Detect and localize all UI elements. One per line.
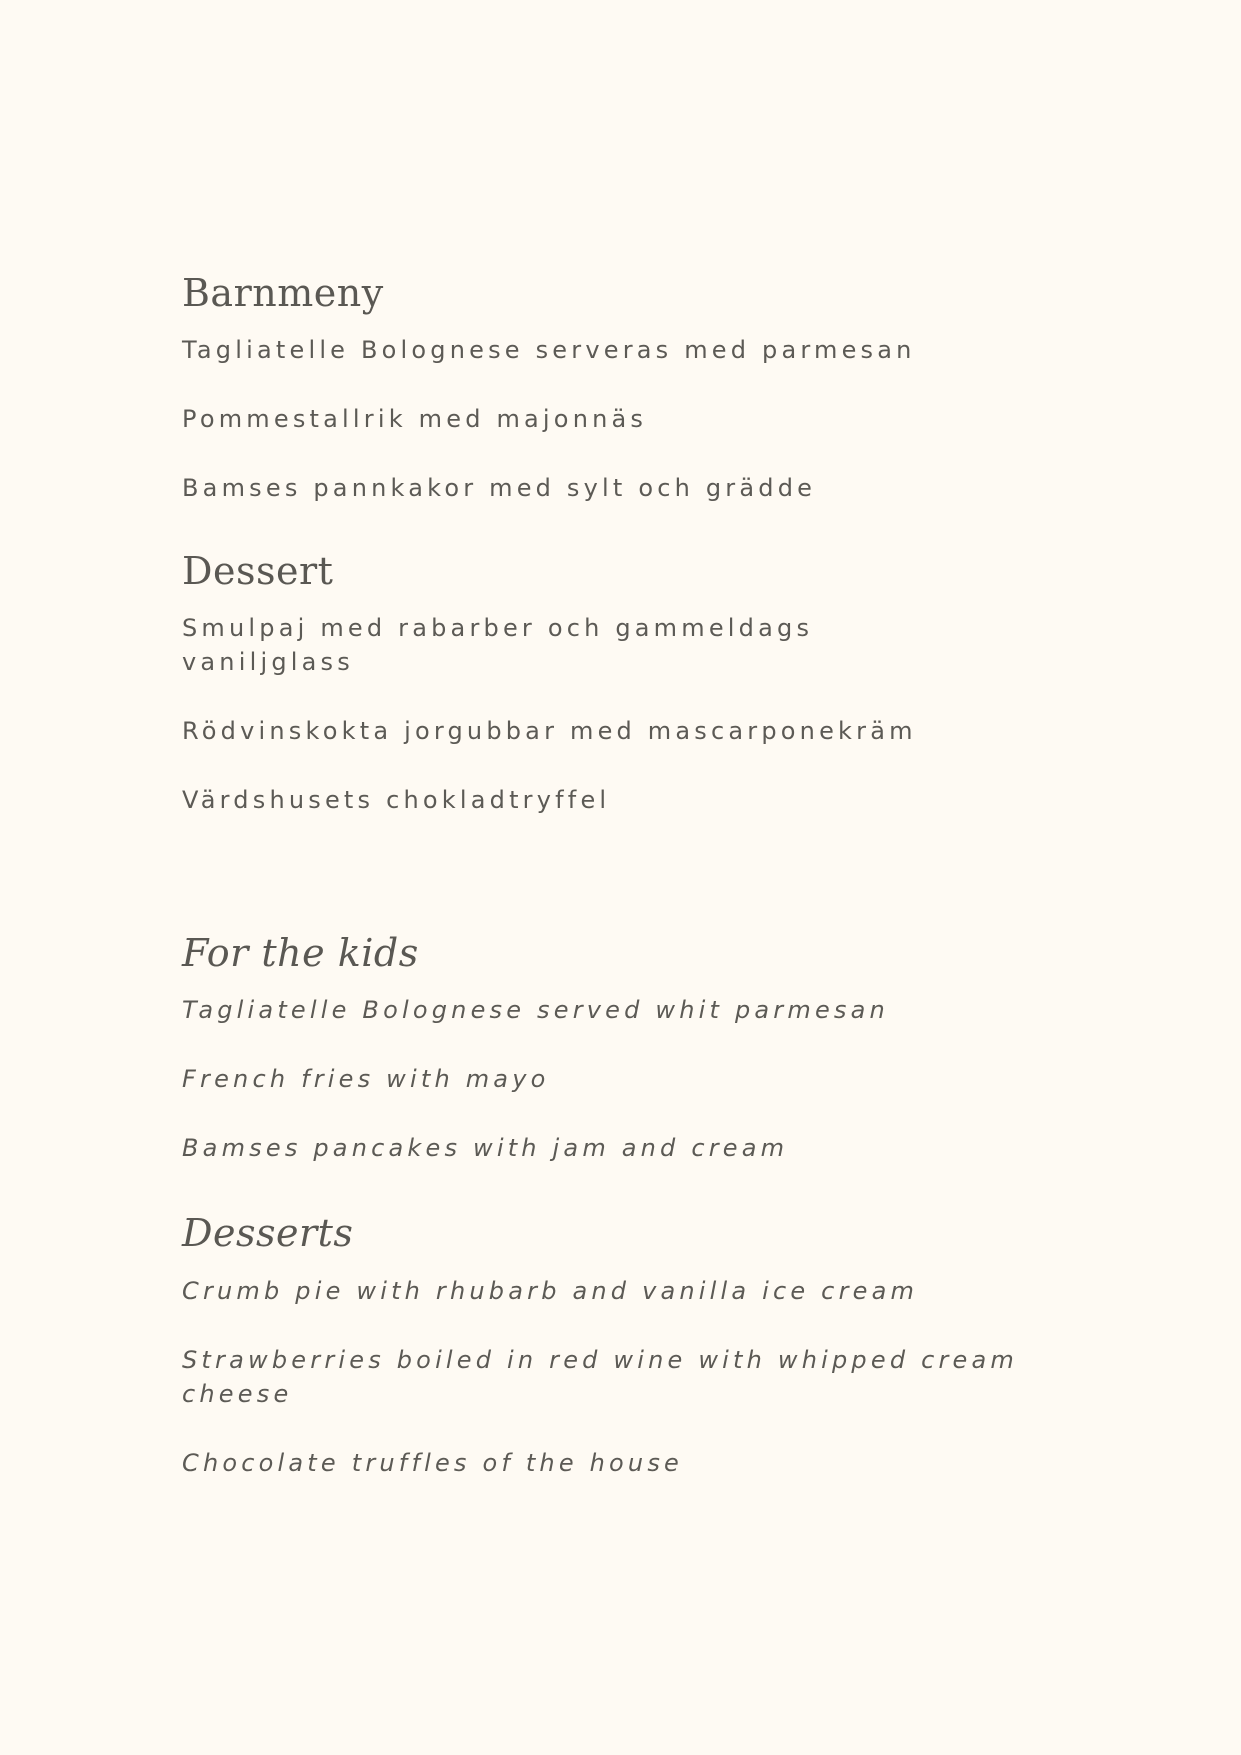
menu-item: Pommestallrik med majonnäs	[182, 405, 648, 433]
menu-item: French fries with mayo	[182, 1065, 550, 1093]
for-the-kids-heading: For the kids	[182, 931, 419, 975]
dessert-heading: Dessert	[182, 549, 334, 593]
barnmeny-item	[182, 471, 1082, 505]
menu-item: Bamses pannkakor med sylt och grädde	[182, 474, 817, 502]
dessert-item	[182, 611, 872, 679]
dessert-item	[182, 714, 1082, 748]
barnmeny-heading: Barnmeny	[182, 271, 384, 315]
barnmeny-item	[182, 333, 1082, 367]
for-the-kids-section	[182, 930, 1082, 976]
menu-item: Crumb pie with rhubarb and vanilla ice cream	[182, 1277, 919, 1305]
menu-item: Smulpaj med rabarber och gammeldags vaniljglass	[182, 614, 814, 676]
menu-item: Värdshusets chokladtryffel	[182, 786, 611, 814]
barnmeny-item	[182, 402, 1082, 436]
menu-item: Bamses pancakes with jam and cream	[182, 1134, 789, 1162]
menu-item: Tagliatelle Bolognese served whit parmesan	[182, 996, 889, 1024]
menu-item: Strawberries boiled in red wine with whipped cream cheese	[182, 1346, 1019, 1408]
desserts-item	[182, 1343, 1082, 1411]
desserts-heading: Desserts	[182, 1211, 354, 1255]
for-the-kids-item	[182, 1131, 1082, 1165]
dessert-section	[182, 548, 1082, 594]
desserts-item	[182, 1446, 1082, 1480]
menu-item: Tagliatelle Bolognese serveras med parmesan	[182, 336, 916, 364]
for-the-kids-item	[182, 1062, 1082, 1096]
desserts-section	[182, 1210, 1082, 1256]
menu-item: Chocolate truffles of the house	[182, 1449, 684, 1477]
barnmeny-section	[182, 270, 1082, 316]
for-the-kids-item	[182, 993, 1082, 1027]
menu-item: Rödvinskokta jorgubbar med mascarponekräm	[182, 717, 917, 745]
dessert-item	[182, 783, 1082, 817]
desserts-item	[182, 1274, 1082, 1308]
